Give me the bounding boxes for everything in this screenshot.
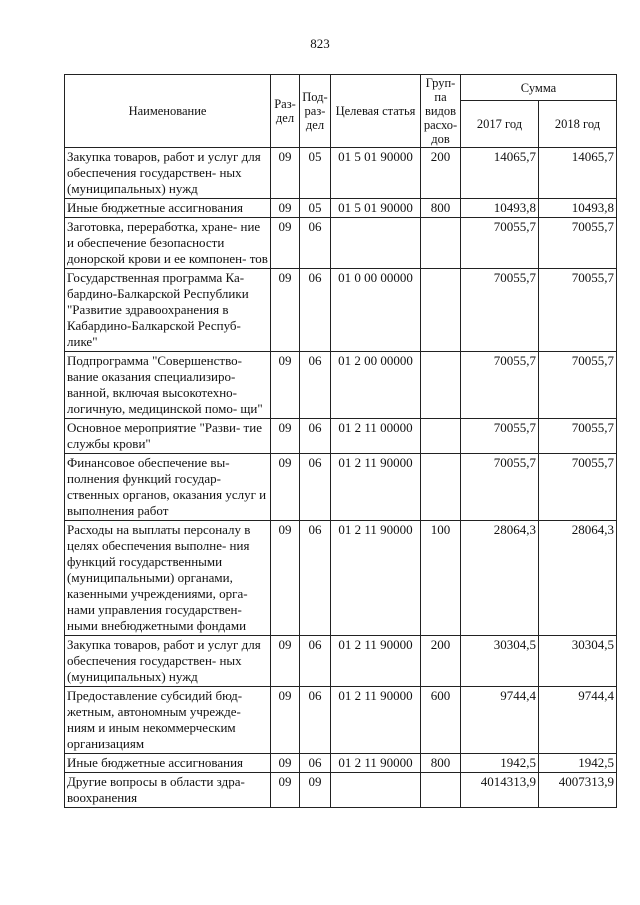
- row-2017: 4014313,9: [461, 773, 539, 808]
- row-podrazdel: 06: [300, 454, 331, 521]
- table-row: [65, 773, 617, 808]
- table-row: [65, 199, 617, 218]
- row-podrazdel: 06: [300, 521, 331, 636]
- row-podrazdel: 06: [300, 419, 331, 454]
- table-row: [65, 636, 617, 687]
- row-name: Иные бюджетные ассигнования: [65, 754, 271, 773]
- header-target: Целевая статья: [331, 75, 421, 148]
- row-name: Закупка товаров, работ и услуг для обеспечения государствен- ных (муниципальных) нужд: [65, 636, 271, 687]
- row-2017: 70055,7: [461, 454, 539, 521]
- row-name: Финансовое обеспечение вы- полнения функций государ- ственных органов, оказания услуг и выполнения работ: [65, 454, 271, 521]
- table-row: [65, 687, 617, 754]
- table-row: [65, 352, 617, 419]
- row-razdel: 09: [271, 352, 300, 419]
- row-group: [421, 454, 461, 521]
- row-2018: 1942,5: [539, 754, 617, 773]
- row-2018: 30304,5: [539, 636, 617, 687]
- header-group: Груп- па видов расхо- дов: [421, 75, 461, 148]
- row-2018: 70055,7: [539, 454, 617, 521]
- row-name: Основное мероприятие "Разви- тие службы крови": [65, 419, 271, 454]
- row-podrazdel: 06: [300, 754, 331, 773]
- row-razdel: 09: [271, 521, 300, 636]
- row-group: 800: [421, 754, 461, 773]
- row-group: 600: [421, 687, 461, 754]
- row-group: [421, 218, 461, 269]
- row-target: [331, 218, 421, 269]
- table-row: [65, 521, 617, 636]
- table-body: [65, 148, 617, 808]
- row-2018: 4007313,9: [539, 773, 617, 808]
- row-name: Другие вопросы в области здра- воохранения: [65, 773, 271, 808]
- row-group: 100: [421, 521, 461, 636]
- row-group: 800: [421, 199, 461, 218]
- row-name: Иные бюджетные ассигнования: [65, 199, 271, 218]
- row-razdel: 09: [271, 199, 300, 218]
- row-target: 01 2 11 00000: [331, 419, 421, 454]
- table-row: [65, 269, 617, 352]
- row-2017: 70055,7: [461, 269, 539, 352]
- row-2018: 70055,7: [539, 218, 617, 269]
- table-row: [65, 419, 617, 454]
- row-2018: 70055,7: [539, 352, 617, 419]
- row-razdel: 09: [271, 218, 300, 269]
- row-group: [421, 269, 461, 352]
- row-2018: 9744,4: [539, 687, 617, 754]
- row-2017: 70055,7: [461, 352, 539, 419]
- row-2018: 10493,8: [539, 199, 617, 218]
- row-target: 01 2 11 90000: [331, 754, 421, 773]
- row-group: 200: [421, 636, 461, 687]
- row-target: 01 2 00 00000: [331, 352, 421, 419]
- row-2017: 14065,7: [461, 148, 539, 199]
- row-razdel: 09: [271, 454, 300, 521]
- row-target: 01 0 00 00000: [331, 269, 421, 352]
- row-name: Закупка товаров, работ и услуг для обеспечения государствен- ных (муниципальных) нужд: [65, 148, 271, 199]
- row-2017: 10493,8: [461, 199, 539, 218]
- row-2017: 70055,7: [461, 419, 539, 454]
- row-target: 01 5 01 90000: [331, 148, 421, 199]
- table-row: [65, 454, 617, 521]
- row-name: Предоставление субсидий бюд- жетным, автономным учрежде- ниям и иным некоммерческим организациям: [65, 687, 271, 754]
- table-row: [65, 754, 617, 773]
- row-podrazdel: 06: [300, 218, 331, 269]
- row-target: 01 5 01 90000: [331, 199, 421, 218]
- row-name: Заготовка, переработка, хране- ние и обеспечение безопасности донорской крови и ее компонен- тов: [65, 218, 271, 269]
- page-number: 823: [310, 36, 330, 51]
- row-2018: 70055,7: [539, 269, 617, 352]
- header-sum: Сумма: [461, 75, 617, 101]
- row-podrazdel: 09: [300, 773, 331, 808]
- row-razdel: 09: [271, 269, 300, 352]
- row-target: 01 2 11 90000: [331, 521, 421, 636]
- row-podrazdel: 06: [300, 269, 331, 352]
- row-2017: 30304,5: [461, 636, 539, 687]
- row-2018: 28064,3: [539, 521, 617, 636]
- row-2017: 70055,7: [461, 218, 539, 269]
- header-2017: 2017 год: [461, 101, 539, 148]
- table-row: [65, 148, 617, 199]
- table-row: [65, 218, 617, 269]
- row-podrazdel: 05: [300, 199, 331, 218]
- row-2017: 9744,4: [461, 687, 539, 754]
- row-group: 200: [421, 148, 461, 199]
- row-podrazdel: 06: [300, 636, 331, 687]
- row-2018: 14065,7: [539, 148, 617, 199]
- row-name: Подпрограмма "Совершенство- вание оказания специализиро- ванной, включая высокотехно- логичную, медицинской помо- щи": [65, 352, 271, 419]
- row-name: Государственная программа Ка- бардино-Балкарской Республики "Развитие здравоохранения в Кабардино-Балкарской Респуб- лике": [65, 269, 271, 352]
- row-2017: 1942,5: [461, 754, 539, 773]
- row-group: [421, 419, 461, 454]
- row-razdel: 09: [271, 773, 300, 808]
- row-target: 01 2 11 90000: [331, 636, 421, 687]
- header-razdel: Раз- дел: [271, 75, 300, 148]
- row-group: [421, 352, 461, 419]
- row-podrazdel: 06: [300, 687, 331, 754]
- row-podrazdel: 05: [300, 148, 331, 199]
- row-2017: 28064,3: [461, 521, 539, 636]
- row-name: Расходы на выплаты персоналу в целях обеспечения выполне- ния функций государственными (муниципальными) органами, казенными учреждениями, орга- нами управления государствен- ными внебюджетными фондами: [65, 521, 271, 636]
- row-razdel: 09: [271, 419, 300, 454]
- row-razdel: 09: [271, 636, 300, 687]
- row-group: [421, 773, 461, 808]
- budget-table: [64, 74, 617, 808]
- row-target: 01 2 11 90000: [331, 454, 421, 521]
- header-name: Наименование: [65, 75, 271, 148]
- header-2018: 2018 год: [539, 101, 617, 148]
- row-2018: 70055,7: [539, 419, 617, 454]
- row-target: 01 2 11 90000: [331, 687, 421, 754]
- row-razdel: 09: [271, 148, 300, 199]
- row-razdel: 09: [271, 754, 300, 773]
- row-podrazdel: 06: [300, 352, 331, 419]
- header-podrazdel: Под- раз- дел: [300, 75, 331, 148]
- table-header: [65, 75, 617, 148]
- row-razdel: 09: [271, 687, 300, 754]
- row-target: [331, 773, 421, 808]
